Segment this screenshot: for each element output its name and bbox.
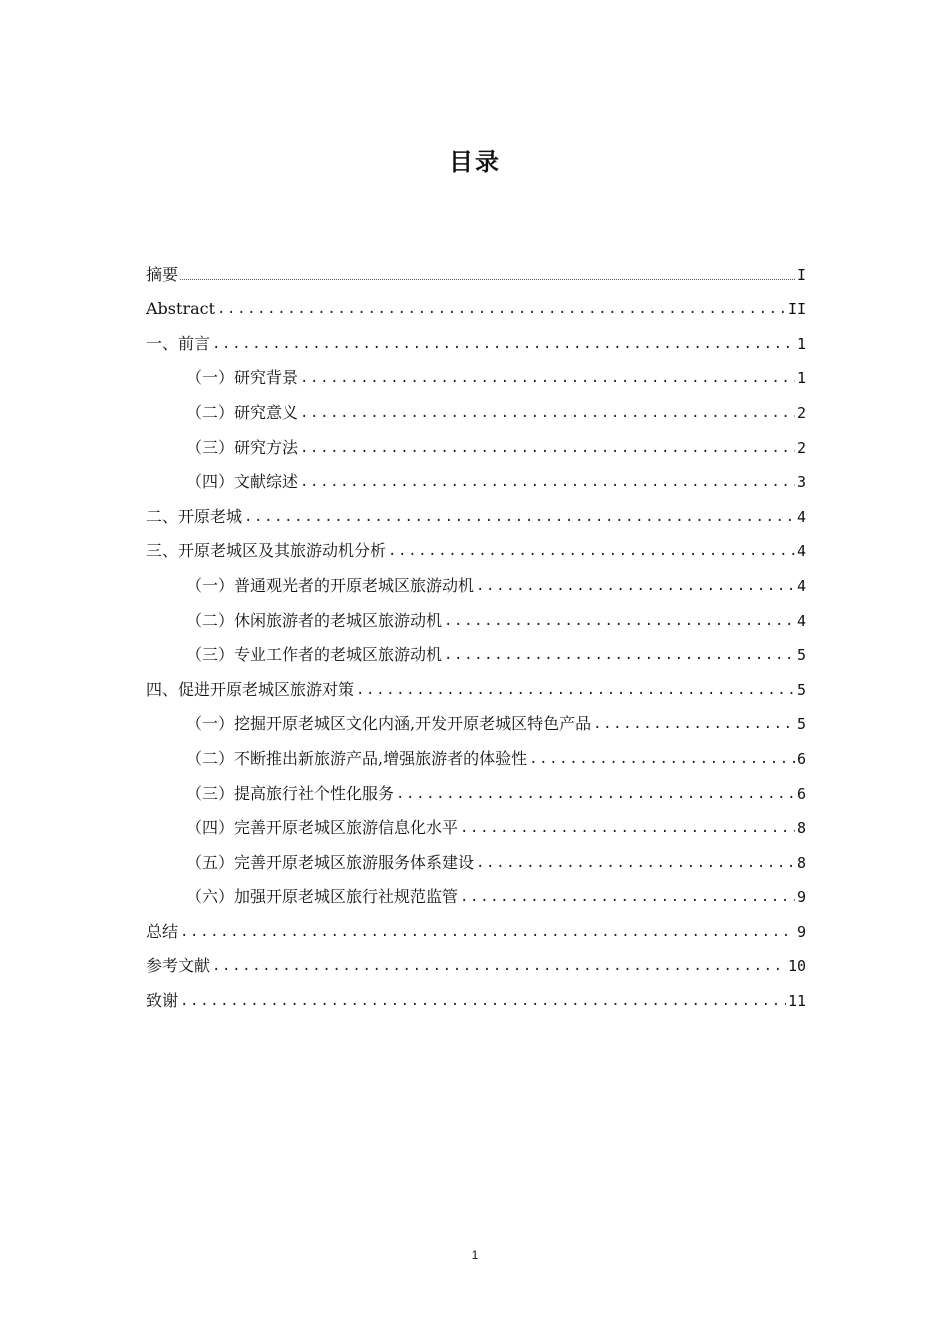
- toc-entry-label: （五）完善开原老城区旅游服务体系建设: [186, 852, 475, 872]
- toc-dot-leader: [180, 922, 795, 942]
- toc-entry-page: 6: [796, 749, 806, 768]
- toc-dot-leader: [212, 334, 795, 354]
- toc-entry-page: 9: [796, 922, 806, 941]
- toc-dot-leader: [529, 749, 795, 769]
- toc-entry[interactable]: [146, 285, 806, 320]
- toc-entry[interactable]: [146, 976, 806, 1011]
- toc-dot-leader: [388, 541, 795, 561]
- toc-entry-label: （一）研究背景: [186, 368, 299, 388]
- toc-dot-leader: [212, 956, 786, 976]
- page-number: 1: [471, 1248, 479, 1262]
- toc-dot-leader: [444, 611, 795, 631]
- toc-entry-label: 四、促进开原老城区旅游对策: [146, 679, 355, 699]
- toc-entry[interactable]: [146, 769, 806, 804]
- toc-entry-page: 4: [796, 542, 806, 561]
- toc-entry-label: （一）普通观光者的开原老城区旅游动机: [186, 575, 475, 595]
- toc-dot-leader: [244, 507, 795, 527]
- toc-entry-label: （六）加强开原老城区旅行社规范监管: [186, 887, 459, 907]
- toc-dot-leader: [180, 269, 795, 280]
- toc-entry[interactable]: [146, 492, 806, 527]
- toc-entry[interactable]: [146, 734, 806, 769]
- toc-entry[interactable]: [146, 873, 806, 908]
- toc-entry-label: 总结: [146, 921, 179, 941]
- toc-dot-leader: [460, 887, 795, 907]
- toc-entry[interactable]: [146, 631, 806, 666]
- toc-entry-page: 2: [796, 438, 806, 457]
- toc-entry-label: （二）休闲旅游者的老城区旅游动机: [186, 610, 443, 630]
- toc-entry-label: （四）完善开原老城区旅游信息化水平: [186, 818, 459, 838]
- toc-entry-page: 4: [796, 576, 806, 595]
- toc-entry-label: 致谢: [146, 991, 179, 1011]
- toc-entry-label: 摘要: [146, 264, 179, 284]
- toc-dot-leader: [300, 403, 795, 423]
- toc-entry-page: 3: [796, 473, 806, 492]
- toc-entry[interactable]: [146, 527, 806, 562]
- toc-entry[interactable]: [146, 907, 806, 942]
- toc-entry[interactable]: [146, 700, 806, 735]
- toc-entry[interactable]: [146, 250, 806, 285]
- toc-entry[interactable]: [146, 423, 806, 458]
- toc-dot-leader: [460, 818, 795, 838]
- toc-entry[interactable]: [146, 804, 806, 839]
- toc-entry[interactable]: [146, 942, 806, 977]
- toc-entry-label: （四）文献综述: [186, 472, 299, 492]
- toc-entry-label: （三）研究方法: [186, 437, 299, 457]
- toc-entry-page: 2: [796, 403, 806, 422]
- toc-entry-page: 4: [796, 611, 806, 630]
- toc-entry-label: Abstract: [146, 299, 216, 319]
- toc-dot-leader: [300, 438, 795, 458]
- toc-entry-page: 5: [796, 646, 806, 665]
- toc-entry-page: 11: [787, 992, 806, 1011]
- toc-entry-label: （三）提高旅行社个性化服务: [186, 783, 395, 803]
- page-title: 目录: [449, 148, 501, 176]
- toc-entry-page: 6: [796, 784, 806, 803]
- toc-entry-label: （一）挖掘开原老城区文化内涵,开发开原老城区特色产品: [186, 714, 592, 734]
- toc-entry-label: （二）不断推出新旅游产品,增强旅游者的体验性: [186, 748, 528, 768]
- toc-entry-label: 参考文献: [146, 956, 211, 976]
- toc-dot-leader: [217, 299, 786, 319]
- toc-entry-page: I: [796, 265, 806, 284]
- toc-entry[interactable]: [146, 596, 806, 631]
- toc-entry-page: 1: [796, 334, 806, 353]
- toc-dot-leader: [593, 714, 795, 734]
- toc-dot-leader: [300, 472, 795, 492]
- toc-entry[interactable]: [146, 458, 806, 493]
- toc-entry[interactable]: [146, 319, 806, 354]
- toc-dot-leader: [396, 784, 795, 804]
- toc-entry-label: 二、开原老城: [146, 506, 243, 526]
- toc-entry-label: （二）研究意义: [186, 402, 299, 422]
- toc-entry-label: 一、前言: [146, 333, 211, 353]
- toc-entry[interactable]: [146, 561, 806, 596]
- toc-dot-leader: [180, 991, 786, 1011]
- toc-dot-leader: [444, 645, 795, 665]
- toc-entry-page: 4: [796, 507, 806, 526]
- toc-dot-leader: [300, 368, 795, 388]
- toc-entry-page: 10: [787, 957, 806, 976]
- toc-dot-leader: [476, 576, 795, 596]
- table-of-contents: [146, 250, 806, 1011]
- toc-entry[interactable]: [146, 665, 806, 700]
- toc-dot-leader: [476, 853, 795, 873]
- toc-entry[interactable]: [146, 388, 806, 423]
- toc-entry[interactable]: [146, 354, 806, 389]
- toc-entry-label: （三）专业工作者的老城区旅游动机: [186, 645, 443, 665]
- toc-entry-page: 5: [796, 715, 806, 734]
- toc-entry-page: 8: [796, 819, 806, 838]
- toc-entry[interactable]: [146, 838, 806, 873]
- toc-entry-page: 5: [796, 680, 806, 699]
- toc-entry-page: 8: [796, 853, 806, 872]
- toc-entry-page: 1: [796, 369, 806, 388]
- toc-entry-page: II: [787, 300, 806, 319]
- toc-entry-label: 三、开原老城区及其旅游动机分析: [146, 541, 387, 561]
- toc-dot-leader: [356, 680, 795, 700]
- toc-entry-page: 9: [796, 888, 806, 907]
